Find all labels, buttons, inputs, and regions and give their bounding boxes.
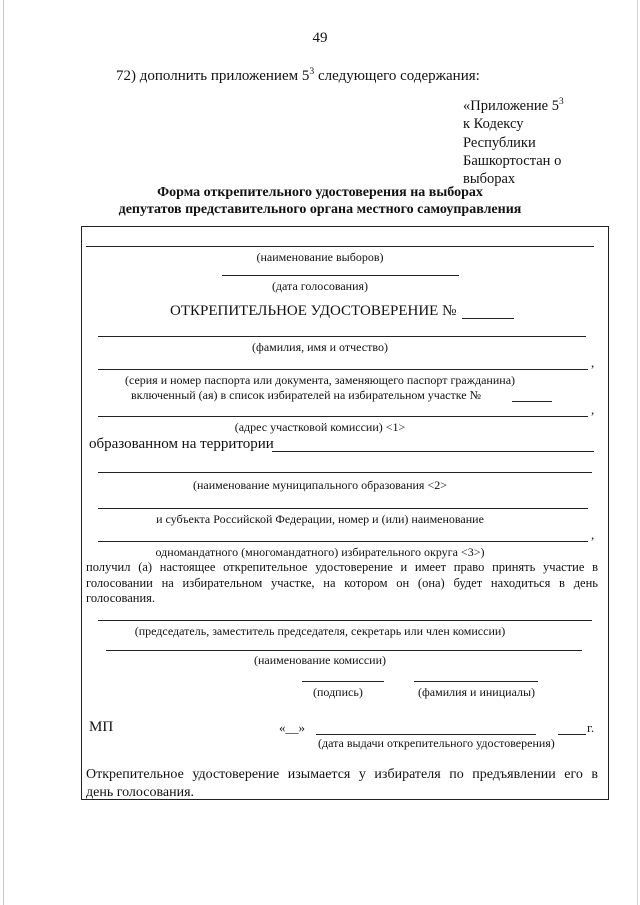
appendix-line-1 [463,93,603,115]
address-caption: (адрес участковой комиссии) <1> [234,420,406,434]
precinct-number-field[interactable] [512,401,552,402]
issue-date-field[interactable] [316,734,536,735]
address-comma: , [591,402,595,417]
form-title-line-2: депутатов представительного органа местного самоуправления [118,202,522,217]
municipality-field[interactable] [98,472,592,473]
stamp-label: МП [89,719,114,735]
appendix-superscript: 3 [558,97,564,107]
included-in-list-text: включенный (ая) в список избирателей на избирательном участке № [131,388,482,402]
page-edge-right [637,0,638,905]
passport-comma: , [591,355,595,370]
received-line-1: получил (а) настоящее открепительное удостоверение и имеет право принять участие в [86,560,598,574]
form-title-line-1: Форма открепительного удостоверения на выборах [157,185,483,200]
page-number: 49 [312,30,328,46]
district-comma: , [591,527,595,542]
district-field[interactable] [98,541,588,542]
signature-field[interactable] [302,681,384,682]
received-line-2: голосовании на избирательном участке, на котором он (она) будет находиться в день [86,575,598,590]
appendix-reference [463,93,603,189]
amendment-text [116,66,480,85]
voting-date-caption: (дата голосования) [271,279,369,293]
year-suffix: г. [587,720,595,735]
official-field[interactable] [98,620,592,621]
full-name-caption: (фамилия, имя и отчество) [252,340,388,354]
district-caption: одномандатного (многомандатного) избирательного округа <3>) [155,545,485,559]
voting-date-field[interactable] [222,275,459,276]
election-name-field[interactable] [86,246,594,247]
footer-line-2: день голосования. [86,785,195,800]
subject-field[interactable] [98,508,588,509]
certificate-number-field[interactable] [462,318,514,319]
election-name-caption: (наименование выборов) [256,250,384,264]
issue-date-caption: (дата выдачи открепительного удостоверения) [318,736,555,750]
signature-caption: (подпись) [313,685,363,699]
footer-note [86,766,598,802]
appendix-line-3: Республики [463,134,536,151]
initials-field[interactable] [414,681,538,682]
municipality-caption: (наименование муниципального образования <2> [193,478,447,492]
received-line-3: голосования. [86,591,156,605]
page-edge-left [3,0,4,905]
territory-label: образованном на территории [89,436,274,452]
issue-year-field[interactable] [558,734,586,735]
appendix-line-4: Башкортостан о [463,153,562,170]
full-name-field[interactable] [98,336,586,337]
commission-field[interactable] [106,650,582,651]
amendment-prefix: 72) дополнить приложением 5 [116,68,310,84]
passport-caption: (серия и номер паспорта или документа, заменяющего паспорт гражданина) [124,373,516,387]
passport-field[interactable] [98,369,588,370]
appendix-line-1-text: «Приложение 5 [463,97,559,114]
footer-line-1: Открепительное удостоверение изымается у избирателя по предъявлении его в [86,767,598,782]
received-paragraph [86,560,598,607]
official-caption: (председатель, заместитель председателя, секретарь или член комиссии) [134,624,506,638]
subject-caption: и субъекта Российской Федерации, номер и (или) наименование [156,512,484,526]
territory-field[interactable] [272,451,594,452]
date-day-quote: «__» [279,720,305,735]
certificate-heading: ОТКРЕПИТЕЛЬНОЕ УДОСТОВЕРЕНИЕ № [170,303,457,319]
amendment-suffix: следующего содержания: [314,68,480,84]
amendment-superscript: 3 [309,66,315,77]
initials-caption: (фамилия и инициалы) [418,685,536,699]
address-field[interactable] [98,416,588,417]
commission-caption: (наименование комиссии) [253,653,386,667]
appendix-line-2: к Кодексу [463,116,524,133]
appendix-line-5: выборах [463,171,516,188]
